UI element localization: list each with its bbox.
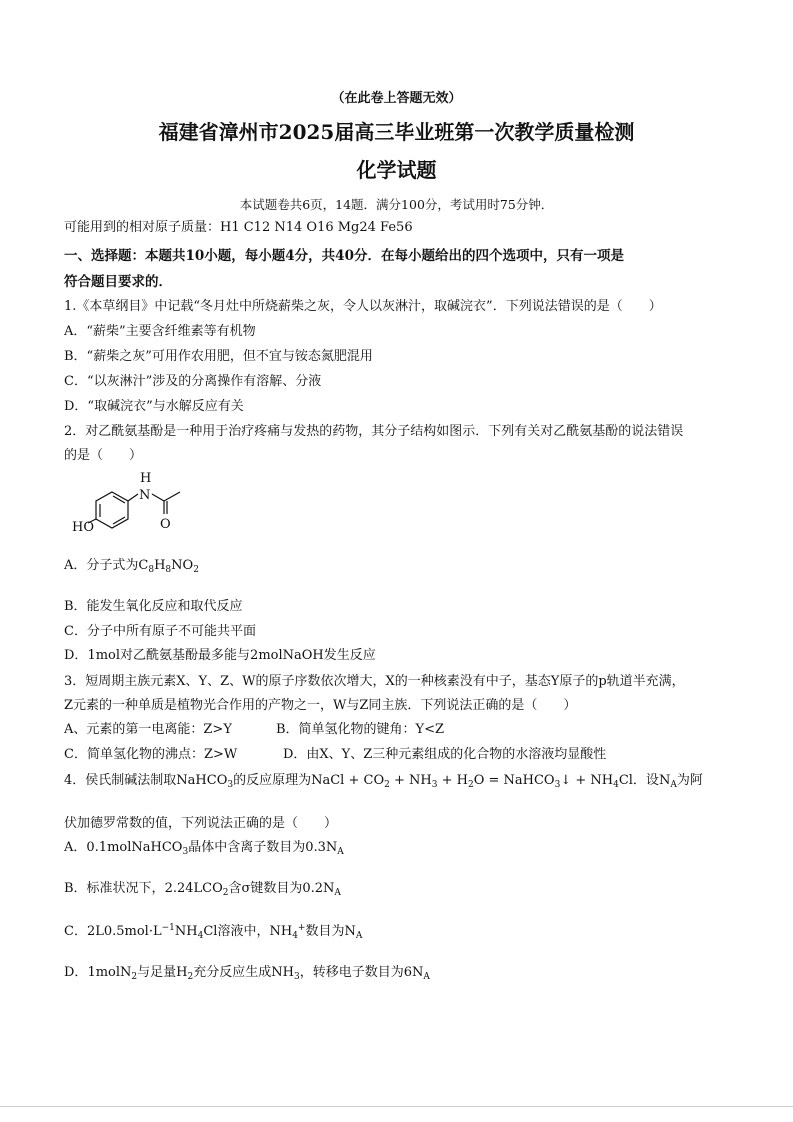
atom-o: O <box>160 517 171 532</box>
q4-c-prefix: C． <box>64 924 87 939</box>
n-carbonyl-bond <box>152 494 164 501</box>
q4-option-b <box>64 881 341 897</box>
q2-option-d <box>64 648 376 664</box>
q2-stem-line1: 2．对乙酰氨基酚是一种用于治疗疼痛与发热的药物，其分子结构如图示．下列有关对乙酰氨基酚的说法错误 <box>64 424 684 439</box>
q2-d-naoh: 2molNaOH <box>250 648 324 663</box>
q4-d-post: ，转移电子数目为 <box>299 965 404 980</box>
q4-c-value-sub: A <box>355 931 363 941</box>
q4-a-value: 0.3N <box>305 840 338 855</box>
page-bottom-divider <box>0 1106 793 1107</box>
q2-d-mid: 对乙酰氨基酚最多能与 <box>120 648 251 663</box>
q2-a-rest: NO <box>171 558 194 573</box>
q4-stem-nahco3-sub: 3 <box>227 780 234 790</box>
acetaminophen-structure <box>72 470 212 550</box>
exam-title: 福建省漳州市2025届高三毕业班第一次教学质量检测 <box>158 120 635 144</box>
q1-option-a: A．“薪柴”主要含纤维素等有机物 <box>64 324 256 339</box>
q3-option-a: A、元素的第一电离能：Z>Y <box>64 722 232 737</box>
q4-d-n2: 1molN <box>87 965 132 980</box>
q4-option-a <box>64 840 344 856</box>
q4-d-n2-sub: 2 <box>131 972 138 982</box>
q1-option-c: C．“以灰淋汁”涉及的分离操作有溶解、分液 <box>64 374 322 389</box>
q3-stem-line1: 3．短周期主族元素X、Y、Z、W的原子序数依次增大，X的一种核素没有中子，基态Y原子的p轨道半充满， <box>64 674 685 689</box>
q4-stem-e: 为阿 <box>676 773 703 788</box>
subject-title: 化学试题 <box>356 158 437 182</box>
q2-d-post: 发生反应 <box>323 648 376 663</box>
q4-eq-part2: + NH <box>389 773 432 788</box>
q2-a-h-sub: 8 <box>165 565 172 575</box>
q4-c-nh: NH <box>174 924 198 939</box>
exam-info: 本试题卷共6页，14题．满分100分，考试用时75分钟． <box>239 197 554 212</box>
q4-b-value: 0.2N <box>302 881 335 896</box>
q4-c-ion: NH <box>269 924 293 939</box>
q4-d-h2-sub: 2 <box>187 972 194 982</box>
q4-c-conc-sup: −1 <box>161 923 175 933</box>
q4-eq-part1: NaCl + CO <box>311 773 385 788</box>
q4-d-prefix: D． <box>64 965 88 980</box>
q4-c-nh-sub: 4 <box>197 931 204 941</box>
q4-na-sub: A <box>670 780 677 790</box>
q3-option-c: C．简单氢化物的沸点：Z>W <box>64 747 238 762</box>
q2-a-h: H <box>154 558 166 573</box>
q4-eq-sub1: 2 <box>384 780 390 790</box>
q4-a-amount: 0.1molNaHCO <box>86 840 183 855</box>
q4-d-nh3-sub: 3 <box>293 972 300 982</box>
q4-b-prefix: B．标准状况下， <box>64 881 165 896</box>
ring-double-bond-2 <box>113 496 125 503</box>
atom-n: N <box>139 488 151 503</box>
q4-eq-sub2: 3 <box>431 780 438 790</box>
q4-d-mid2: 充分反应生成 <box>193 965 272 980</box>
q4-b-mid: 含σ键数目为 <box>228 881 303 896</box>
q4-a-amount-sub: 3 <box>182 847 189 857</box>
q4-eq-part5: ↓ + NH <box>560 773 614 788</box>
benzene-ring <box>96 492 128 528</box>
q4-eq-part4: O = NaHCO <box>473 773 555 788</box>
q2-d-amount: 1mol <box>87 648 121 663</box>
q2-a-o-sub: 2 <box>193 565 199 575</box>
q4-eq-part6: Cl <box>618 773 633 788</box>
q1-option-d: D．“取碱浣衣”与水解反应有关 <box>64 399 244 414</box>
q2-stem-line2: 的是（ ） <box>64 448 143 463</box>
atom-ho: HO <box>72 520 94 535</box>
q4-b-amount: 2.24LCO <box>164 881 223 896</box>
q4-stem-d: ．设 <box>632 773 659 788</box>
q4-eq-sub4: 3 <box>554 780 561 790</box>
q4-d-mid: 与足量 <box>137 965 177 980</box>
methyl-bond <box>164 492 180 501</box>
q4-c-ion-sub: 4 <box>292 931 298 941</box>
q4-b-value-sub: A <box>334 888 341 898</box>
q4-c-cl: Cl <box>203 924 218 939</box>
q4-a-prefix: A． <box>64 840 87 855</box>
section-heading-line1: 一、选择题：本题共10小题，每小题4分，共40分．在每小题给出的四个选项中，只有一项是 <box>64 248 624 264</box>
q4-na: N <box>658 773 671 788</box>
q4-d-nh3: NH <box>271 965 294 980</box>
q3-option-d: D．由X、Y、Z三种元素组成的化合物的水溶液均显酸性 <box>283 747 607 762</box>
q4-c-conc: 2L0.5mol·L <box>86 924 162 939</box>
q4-a-mid: 晶体中含离子数目为 <box>188 840 306 855</box>
ring-n-bond <box>128 494 138 501</box>
q4-stem-nahco3: NaHCO <box>176 773 228 788</box>
ring-double-bond-3 <box>113 517 125 524</box>
q1-stem: 1.《本草纲目》中记载“冬月灶中所烧薪柴之灰，令人以灰淋汁，取碱浣衣”．下列说法错误的是（ ） <box>64 299 662 314</box>
q4-eq-sub5: 4 <box>613 780 619 790</box>
atom-h: H <box>140 471 152 486</box>
q4-d-value-sub: A <box>423 972 430 982</box>
q4-c-post: 数目为 <box>305 924 345 939</box>
q4-stem-c: 的反应原理为 <box>233 773 312 788</box>
q2-a-prefix: A．分子式为 <box>64 558 139 573</box>
q4-c-mid: 溶液中， <box>217 924 270 939</box>
q2-a-c-sub: 8 <box>148 565 155 575</box>
q2-a-c: C <box>138 558 149 573</box>
q4-d-h2: H <box>176 965 188 980</box>
q4-stem-a: 4．侯氏制碱法制取 <box>64 773 177 788</box>
q3-option-b: B．简单氢化物的键角：Y<Z <box>276 722 445 737</box>
q4-b-amount-sub: 2 <box>222 888 229 898</box>
q4-option-c <box>64 924 362 940</box>
q2-option-a <box>64 558 199 574</box>
q4-stem-line1 <box>64 773 703 789</box>
invalid-answer-note: （在此卷上答题无效） <box>331 91 462 106</box>
q4-option-d <box>64 965 430 981</box>
q4-eq-sub3: 2 <box>467 780 474 790</box>
q2-d-prefix: D． <box>64 648 88 663</box>
q4-eq-part3: + H <box>437 773 468 788</box>
q4-c-ion-sup: + <box>297 923 306 933</box>
q4-a-value-sub: A <box>337 847 344 857</box>
atomic-masses: 可能用到的相对原子质量：H1 C12 N14 O16 Mg24 Fe56 <box>64 220 413 235</box>
q2-option-c: C．分子中所有原子不可能共平面 <box>64 624 256 639</box>
q4-d-value: 6N <box>403 965 424 980</box>
q4-c-value: N <box>344 924 356 939</box>
q3-stem-line2: Z元素的一种单质是植物光合作用的产物之一，W与Z同主族．下列说法正确的是（ ） <box>64 698 577 713</box>
q2-option-b: B．能发生氧化反应和取代反应 <box>64 599 243 614</box>
q1-option-b: B．“薪柴之灰”可用作农用肥，但不宜与铵态氮肥混用 <box>64 349 373 364</box>
q4-stem-line2: 伏加德罗常数的值，下列说法正确的是（ ） <box>64 816 338 831</box>
section-heading-line2: 符合题目要求的． <box>64 274 172 290</box>
